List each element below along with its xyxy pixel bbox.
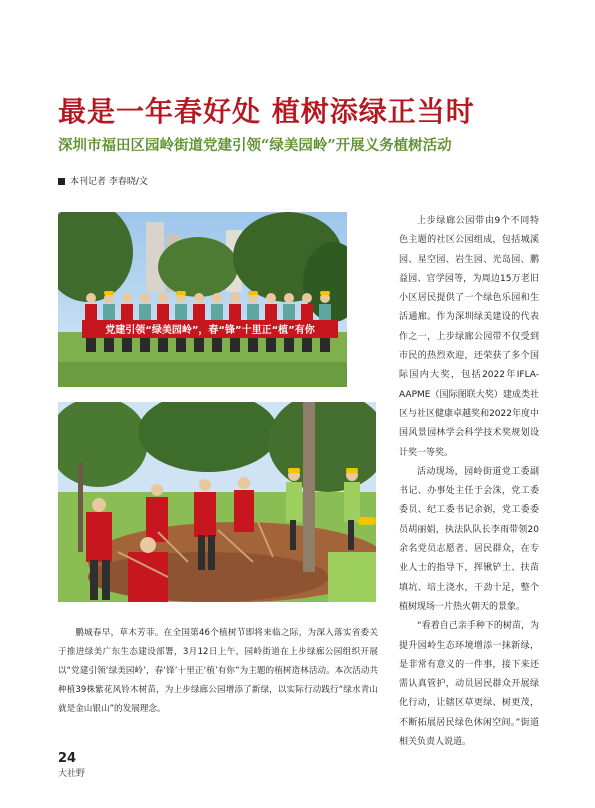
article-subtitle: 深圳市福田区园岭街道党建引领“绿美园岭”开展义务植树活动 <box>58 137 452 154</box>
lead-paragraph-block <box>58 624 378 719</box>
banner-text: 党建引领“绿美园岭”，春“锋”十里正“植”有你 <box>105 325 315 336</box>
group-photo-illustration <box>58 212 347 387</box>
right-column-text <box>399 212 539 752</box>
planting-photo-illustration <box>58 402 376 602</box>
byline-text: 本刊记者 李春晓/文 <box>70 177 148 187</box>
magazine-name: 大社野 <box>58 769 86 779</box>
paragraph: 鹏城春早，草木芳菲。在全国第46个植树节即将来临之际，为深入落实省委关于推进绿美广东生态建设部署，3月12日上午，园岭街道在上步绿廊公园组织开展以“党建引领‘绿美园岭’，春‘锋’十里正‘植’有你”为主题的植树造林活动。本次活动共种植39株紫花风铃木树苗，为上步绿廊公园增添了新绿，以实际行动践行“绿水青山就是金山银山”的发展理念。 <box>58 628 378 714</box>
paragraph: “看着自己亲手种下的树苗，为提升园岭生态环境增添一抹新绿，是非常有意义的一件事，接下来还需认真管护，动员居民群众开展绿化行动，让辖区草更绿、树更茂，不断拓展居民绿色休闲空间。”街道相关负责人说道。 <box>399 621 539 748</box>
article-title: 最是一年春好处 植树添绿正当时 <box>58 95 475 128</box>
group-photo <box>58 212 347 387</box>
page-footer <box>58 752 85 779</box>
planting-photo <box>58 402 376 602</box>
paragraph: 活动现场，园岭街道党工委副书记、办事处主任于会洙，党工委委员、纪工委书记余弼，党工委委员胡丽娟，执法队队长李雨带领20余名党员志愿者、居民群众，在专业人士的指导下，挥锹铲土、扶苗填坑、培土浇水，干劲十足，整个植树现场一片热火朝天的景象。 <box>399 466 539 612</box>
byline <box>58 174 148 187</box>
page-number: 24 <box>58 751 77 766</box>
square-bullet-icon <box>58 178 65 185</box>
paragraph: 上步绿廊公园带由9个不同特色主题的社区公园组成，包括城溪园、星空园、岩生园、光岛园、鹏益园、官学园等，为周边15万老旧小区居民提供了一个绿色乐园和生活通廊。作为深圳绿美建设的代表作之一，上步绿廊公园带不仅受到市民的热烈欢迎，还荣获了多个国际国内大奖，包括2022年IFLA-AAPME（国际图联大奖）建成类社区与社区健康卓越奖和2022年度中国风景园林学会科学技术奖规划设计奖一等奖。 <box>399 216 539 458</box>
